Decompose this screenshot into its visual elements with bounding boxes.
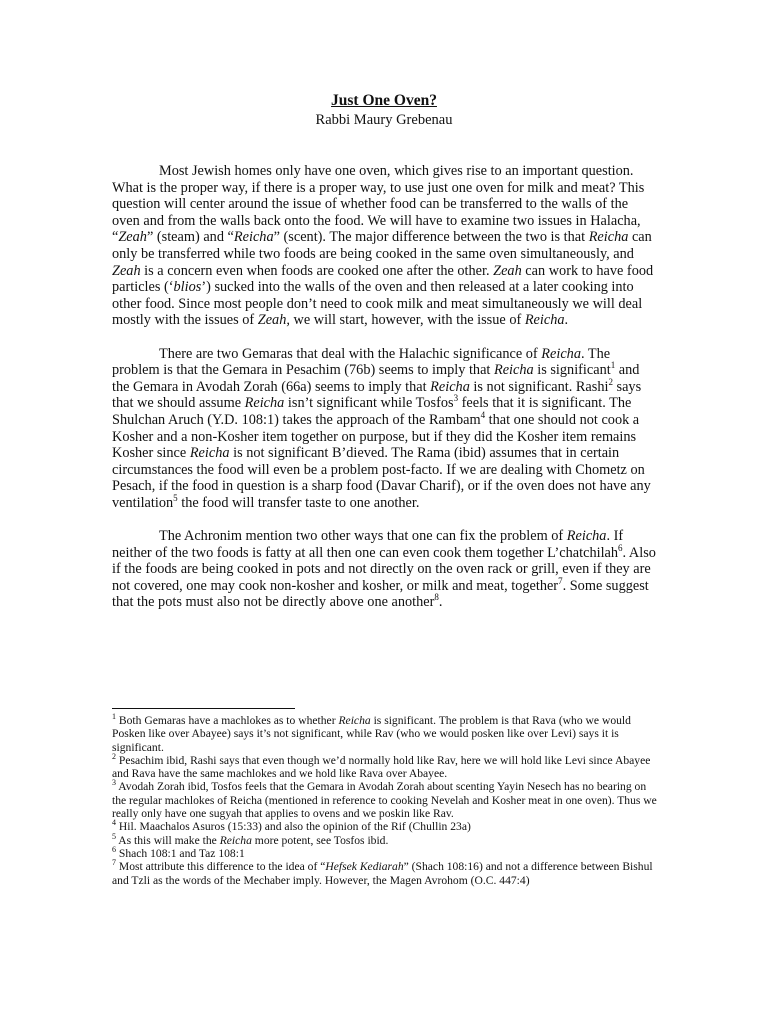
- text-run: Most Jewish homes only have one oven, which gives rise to an important question. What is the proper way, if there is a proper way, to use just one oven for milk and meat? This question will center around the issue of whether food can be transferred to the walls of the oven and from the walls back onto the food. We will have to examine two issues in Halacha, “: [112, 163, 645, 246]
- italic-term: Reicha: [588, 229, 629, 246]
- text-run: Pesachim ibid, Rashi says that even though we’d normally hold like Rav, here we will hold like Levi since Abayee and Rava have the same machlokes and we hold like Rava over Abayee.: [112, 753, 651, 781]
- text-run: Shach 108:1 and Taz 108:1: [116, 846, 245, 860]
- italic-term: Zeah: [118, 229, 147, 246]
- italic-term: Hefsek Kediarah: [325, 860, 404, 874]
- text-run: ’) sucked into the walls of the oven and then released at a later cooking into other food. Since most people don’t need to cook milk and meat simultaneously we will deal mostly with the issues of: [112, 279, 643, 329]
- italic-term: Zeah: [493, 262, 522, 279]
- text-run: can only be transferred while two foods are being cooked in the same oven simultaneously, and: [112, 229, 652, 262]
- text-run: . Some suggest that the pots must also not be directly above one another: [112, 577, 649, 611]
- footnote-separator: [112, 708, 295, 709]
- italic-term: Reicha: [233, 229, 274, 246]
- italic-term: Reicha: [566, 528, 607, 545]
- footnote-ref: 6: [112, 845, 116, 855]
- italic-term: blios: [173, 279, 202, 296]
- footnotes: [112, 714, 657, 887]
- footnote: [112, 754, 657, 781]
- text-run: The Achronim mention two other ways that one can fix the problem of: [159, 528, 567, 545]
- footnote-ref: 5: [112, 831, 116, 841]
- text-run: feels that it is significant. The Shulchan Aruch (Y.D. 108:1) takes the approach of the Rambam: [112, 395, 632, 428]
- text-run: Avodah Zorah ibid, Tosfos feels that the Gemara in Avodah Zorah about scenting Yayin Nesech has no bearing on the regular machlokes of Reicha (mentioned in reference to cooking Nevelah and Kosher meat in one oven). Thus we really only have one sugyah that applies to ovens and we poskin like Rav.: [112, 780, 657, 821]
- footnote: [112, 714, 657, 754]
- footnote-ref: 3: [453, 393, 459, 404]
- footnote: [112, 847, 657, 860]
- body-paragraph: [112, 528, 657, 611]
- footnote-ref: 8: [434, 592, 439, 603]
- text-run: ” (scent). The major difference between the two is that: [273, 229, 589, 246]
- footnote-ref: 3: [112, 778, 116, 788]
- italic-term: Reicha: [541, 345, 581, 362]
- footnote-ref: 4: [480, 410, 486, 421]
- text-run: .: [438, 594, 443, 611]
- footnote-ref: 7: [558, 576, 563, 587]
- text-run: is significant: [533, 362, 611, 379]
- text-run: Most attribute this difference to the idea of “: [116, 860, 326, 874]
- document-body: [112, 163, 657, 611]
- text-run: is not significant B’dieved. The Rama (ibid) assumes that in certain circumstances the food will even be a problem post-facto. If we are dealing with Chometz on Pesach, if the food in question is a sharp food (Davar Charif), or if the oven does not have any ventilation: [112, 445, 651, 511]
- footnote-ref: 7: [112, 858, 116, 868]
- text-run: There are two Gemaras that deal with the Halachic significance of: [159, 345, 542, 362]
- footnote-ref: 4: [112, 818, 116, 828]
- footnote: [112, 780, 657, 820]
- text-run: As this will make the: [116, 833, 220, 847]
- text-run: and the Gemara in Avodah Zorah (66a) seems to imply that: [112, 362, 640, 395]
- footnote-ref: 1: [610, 360, 616, 371]
- footnote: [112, 860, 657, 887]
- text-run: is significant. The problem is that Rava (who we would Posken like over Abayee) says it’s not significant, while Rav (who we would posken like over Levi) says it is significant.: [112, 714, 631, 754]
- text-run: ” (Shach 108:16) and not a difference between Bishul and Tzli as the words of the Mechaber imply. However, the Magen Avrohom (O.C. 447:4): [112, 860, 653, 887]
- document-author: Rabbi Maury Grebenau: [315, 112, 453, 128]
- footnote-ref: 5: [173, 493, 178, 504]
- text-run: is not significant. Rashi: [469, 378, 609, 395]
- text-run: ” (steam) and “: [146, 229, 234, 246]
- body-paragraph: [112, 346, 657, 512]
- italic-term: Reicha: [244, 395, 285, 412]
- footnote-ref: 2: [112, 752, 116, 762]
- text-run: . The problem is that the Gemara in Pesachim (76b) seems to imply that: [112, 345, 611, 379]
- footnote-ref: 2: [608, 376, 613, 387]
- text-run: we will start, however, with the issue of: [289, 312, 525, 329]
- text-run: isn’t significant while Tosfos: [284, 395, 454, 412]
- text-run: is a concern even when foods are cooked one after the other.: [140, 262, 494, 279]
- text-run: more potent, see Tosfos ibid.: [251, 833, 389, 847]
- italic-term: Reicha: [338, 714, 371, 727]
- text-run: . Also if the foods are being cooked in pots and not directly on the oven rack or grill, even if they are not covered, one may cook non-kosher and kosher, or milk and meat, together: [112, 544, 656, 594]
- italic-term: Zeah,: [257, 312, 290, 329]
- text-run: Both Gemaras have a machlokes as to whether: [116, 714, 339, 727]
- italic-term: Reicha: [430, 378, 470, 395]
- text-run: the food will transfer taste to one another.: [177, 494, 420, 511]
- body-paragraph: [112, 163, 657, 329]
- italic-term: Zeah: [112, 262, 141, 279]
- text-run: says that we should assume: [112, 378, 642, 412]
- footnote-ref: 1: [112, 712, 116, 722]
- italic-term: Reicha: [524, 312, 565, 329]
- footnote: [112, 820, 657, 833]
- text-run: that one should not cook a Kosher and a non-Kosher item together on purpose, but if they did the Kosher item remains Kosher since: [112, 411, 640, 462]
- text-run: Hil. Maachalos Asuros (15:33) and also the opinion of the Rif (Chullin 23a): [116, 820, 471, 834]
- italic-term: Reicha: [493, 362, 534, 379]
- text-run: . If neither of the two foods is fatty at all then one can even cook them together L’chatchilah: [112, 528, 624, 561]
- text-run: .: [564, 312, 569, 329]
- text-run: can work to have food particles (‘: [112, 262, 654, 296]
- footnote-ref: 6: [618, 542, 623, 553]
- italic-term: Reicha: [219, 833, 252, 847]
- footnote: [112, 831, 657, 847]
- document-title: Just One Oven?: [331, 92, 437, 109]
- italic-term: Reicha: [189, 445, 230, 462]
